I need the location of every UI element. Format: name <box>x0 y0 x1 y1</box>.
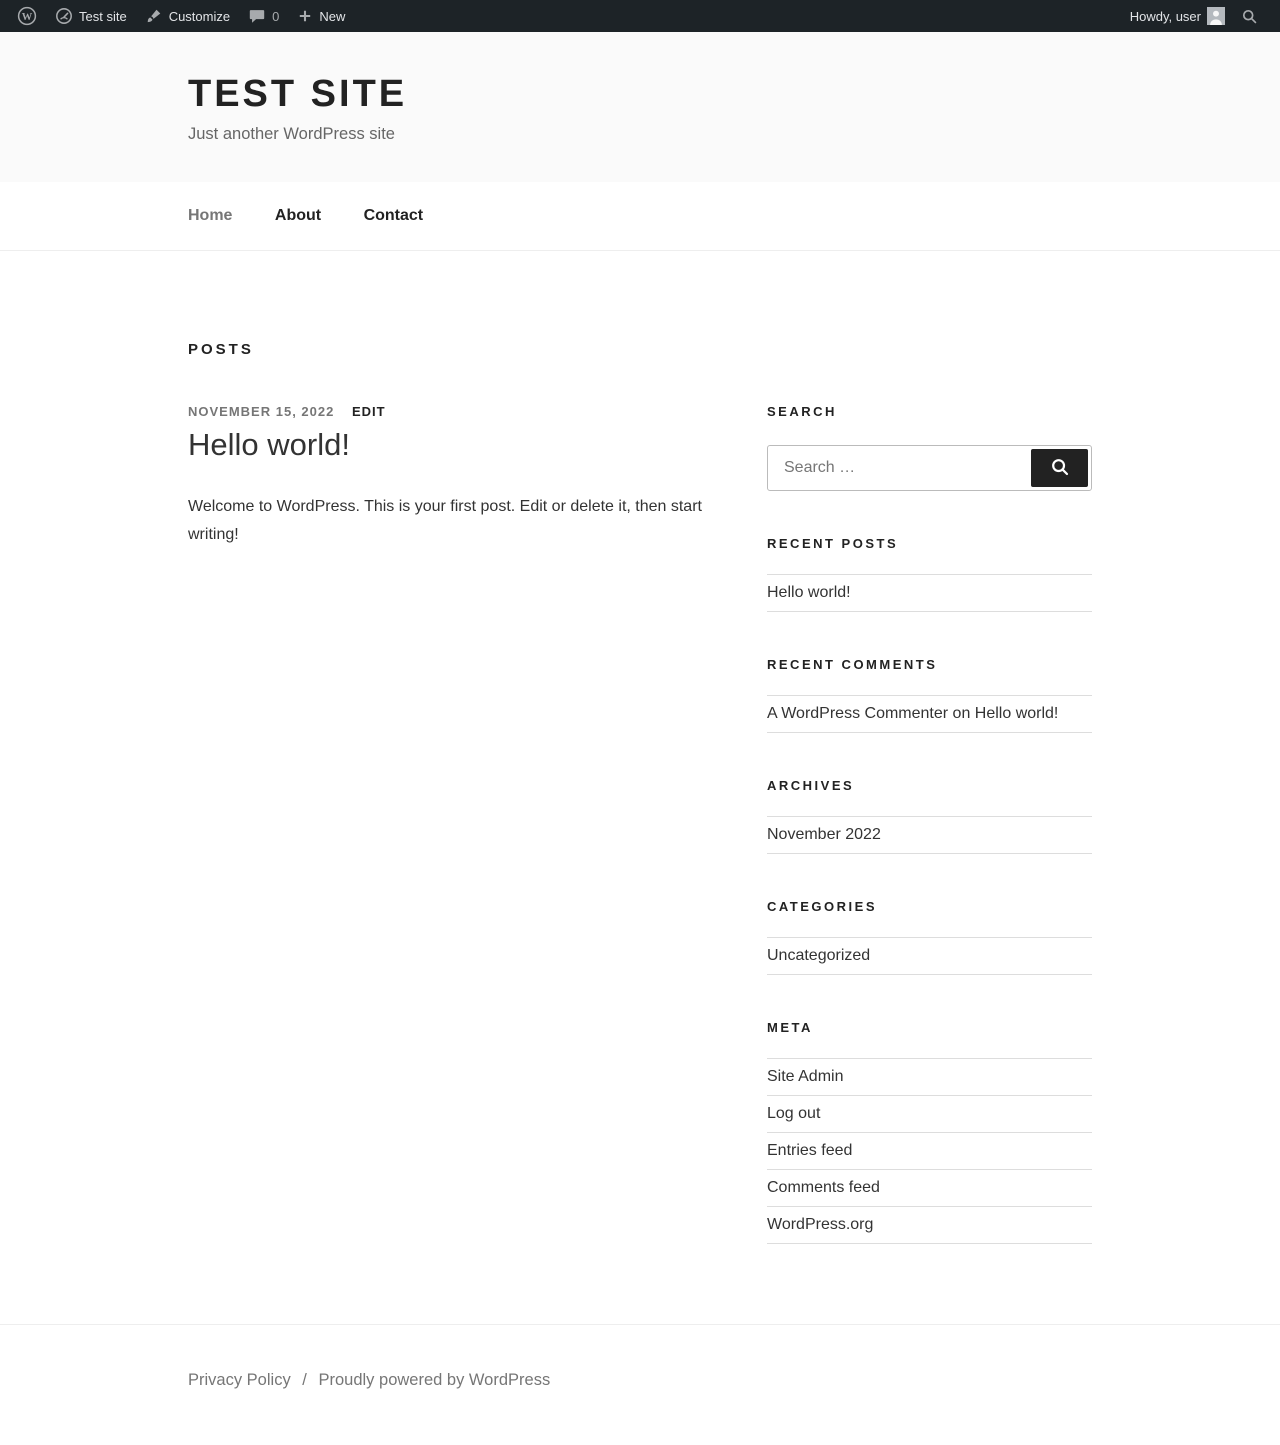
footer-separator: / <box>302 1371 307 1389</box>
comments-feed-link[interactable]: Comments feed <box>767 1179 880 1196</box>
search-input[interactable] <box>768 459 1028 477</box>
my-account-menu[interactable] <box>1122 0 1233 32</box>
wordpress-logo-icon <box>17 6 37 26</box>
categories-list <box>767 937 1092 975</box>
entries-feed-link[interactable]: Entries feed <box>767 1142 853 1159</box>
list-item <box>767 817 1092 854</box>
powered-by-link[interactable]: Proudly powered by WordPress <box>318 1371 551 1389</box>
search-submit-icon <box>1050 457 1070 480</box>
nav-item-about[interactable]: About <box>274 207 322 224</box>
post-title <box>188 427 712 463</box>
meta-title: META <box>767 1020 813 1035</box>
search-widget-title: SEARCH <box>767 404 837 419</box>
widget-recent-comments <box>767 657 1092 733</box>
recent-post-link[interactable]: Hello world! <box>767 584 851 601</box>
nav-item-home[interactable]: Home <box>188 207 233 224</box>
post-edit-link[interactable]: EDIT <box>351 404 386 419</box>
site-name-menu[interactable] <box>46 0 136 32</box>
customize-menu[interactable] <box>136 0 239 32</box>
site-tagline: Just another WordPress site <box>188 125 395 143</box>
widget-archives <box>767 778 1092 854</box>
site-title-link[interactable]: TEST SITE <box>188 73 408 115</box>
list-item <box>767 696 1092 733</box>
meta-list <box>767 1058 1092 1244</box>
admin-bar-left <box>8 0 354 32</box>
list-item <box>767 938 1092 975</box>
search-submit-button[interactable] <box>1031 449 1088 487</box>
post-body: Welcome to WordPress. This is your first post. Edit or delete it, then start writing! <box>188 498 702 543</box>
site-content <box>188 251 1092 1324</box>
archives-title: ARCHIVES <box>767 778 855 793</box>
list-item <box>767 1170 1092 1207</box>
widget-search <box>767 404 1092 491</box>
log-out-link[interactable]: Log out <box>767 1105 821 1122</box>
customize-brush-icon <box>145 7 163 25</box>
admin-search-button[interactable] <box>1233 0 1266 32</box>
recent-comments-list <box>767 695 1092 733</box>
nav-item-contact[interactable]: Contact <box>363 207 424 224</box>
comments-menu[interactable] <box>239 0 288 32</box>
recent-comments-title: RECENT COMMENTS <box>767 657 938 672</box>
wp-admin-bar <box>0 0 1280 32</box>
widget-categories <box>767 899 1092 975</box>
site-footer <box>0 1324 1280 1430</box>
search-form <box>767 445 1092 491</box>
new-content-menu[interactable] <box>288 0 354 32</box>
sidebar <box>767 404 1092 1244</box>
privacy-policy-link[interactable]: Privacy Policy <box>188 1371 291 1389</box>
admin-bar-right <box>1122 0 1266 32</box>
posts-column <box>188 404 712 549</box>
category-link[interactable]: Uncategorized <box>767 947 871 964</box>
customize-label: Customize <box>168 8 231 24</box>
site-header <box>0 32 1280 182</box>
list-item <box>767 1207 1092 1244</box>
dashboard-icon <box>55 7 73 25</box>
page-title: POSTS <box>188 341 254 358</box>
archives-list <box>767 816 1092 854</box>
site-title <box>188 73 1092 116</box>
post-meta <box>188 404 712 419</box>
post-date-link[interactable]: NOVEMBER 15, 2022 <box>188 404 335 419</box>
main-navigation <box>0 182 1280 251</box>
list-item <box>767 1096 1092 1133</box>
post-hello-world <box>188 404 712 549</box>
plus-icon <box>297 8 313 24</box>
post-title-link[interactable]: Hello world! <box>188 427 350 462</box>
widget-meta <box>767 1020 1092 1244</box>
search-icon <box>1241 8 1258 25</box>
recent-posts-title: RECENT POSTS <box>767 536 899 551</box>
categories-title: CATEGORIES <box>767 899 877 914</box>
recent-comment-link[interactable]: A WordPress Commenter on Hello world! <box>767 705 1059 722</box>
new-label: New <box>319 8 346 24</box>
site-name-label: Test site <box>79 8 127 24</box>
list-item <box>767 1059 1092 1096</box>
list-item <box>767 1133 1092 1170</box>
site-admin-link[interactable]: Site Admin <box>767 1068 844 1085</box>
wordpress-org-link[interactable]: WordPress.org <box>767 1216 874 1233</box>
widget-recent-posts <box>767 536 1092 612</box>
howdy-greeting: Howdy, user <box>1129 8 1201 24</box>
recent-posts-list <box>767 574 1092 612</box>
list-item <box>767 575 1092 612</box>
avatar <box>1207 7 1225 25</box>
wp-logo-button[interactable] <box>8 0 46 32</box>
comments-bubble-icon <box>248 7 266 25</box>
comments-count: 0 <box>272 8 280 24</box>
svg-text:W: W <box>21 11 33 23</box>
archive-link[interactable]: November 2022 <box>767 826 881 843</box>
